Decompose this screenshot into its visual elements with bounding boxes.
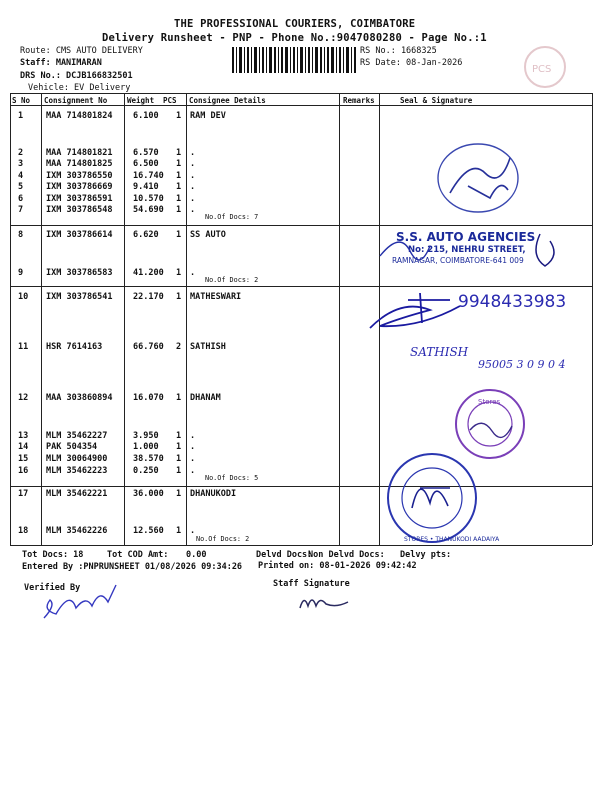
- company-name: THE PROFESSIONAL COURIERS, COIMBATORE: [174, 18, 416, 30]
- row-pcs: 1: [176, 205, 182, 215]
- row-pcs: 1: [176, 194, 182, 204]
- verifier-signature: [36, 580, 126, 625]
- col-divider: [186, 93, 187, 545]
- row-consignee: RAM DEV: [190, 111, 226, 121]
- docs-count-note: No.Of Docs: 7: [205, 213, 259, 221]
- row-consignee: DHANUKODI: [190, 489, 237, 499]
- row-sno: 4: [18, 171, 24, 181]
- col-divider: [10, 93, 11, 545]
- row-consignee: .: [190, 454, 196, 464]
- handwritten-sathish: SATHISH: [410, 345, 469, 359]
- svg-text:PCS: PCS: [532, 64, 552, 75]
- row-weight: 6.570: [133, 148, 159, 158]
- row-weight: 6.500: [133, 159, 159, 169]
- row-weight: 16.070: [133, 393, 164, 403]
- row-consignee: SS AUTO: [190, 230, 226, 240]
- table-header-rule: [10, 105, 592, 106]
- row-consignment: MLM 35462227: [46, 431, 108, 441]
- row-sno: 16: [18, 466, 29, 476]
- row-consignee: .: [190, 526, 196, 536]
- row-sno: 8: [18, 230, 24, 240]
- row-pcs: 1: [176, 489, 182, 499]
- row-consignee: .: [190, 431, 196, 441]
- row-sno: 15: [18, 454, 29, 464]
- verified-by-label: Verified By: [24, 583, 81, 593]
- col-divider: [339, 93, 340, 545]
- row-sno: 1: [18, 111, 24, 121]
- row-pcs: 1: [176, 442, 182, 452]
- rs-date: RS Date: 08-Jan-2026: [360, 58, 463, 68]
- staff-label: Staff: MANIMARAN: [20, 58, 102, 68]
- ss-auto-stamp-city: RAMNAGAR, COIMBATORE-641 009: [392, 256, 524, 265]
- row-sno: 9: [18, 268, 24, 278]
- handwritten-phone: 9948433983: [458, 292, 567, 312]
- group-separator: [10, 486, 592, 487]
- row-consignee: MATHESWARI: [190, 292, 242, 302]
- row-weight: 0.250: [133, 466, 159, 476]
- delivery-points: Delvy pts:: [400, 550, 452, 560]
- vehicle-label: Vehicle: EV Delivery: [28, 83, 131, 93]
- col-header-consignee: Consignee Details: [189, 96, 266, 105]
- row-weight: 12.560: [133, 526, 164, 536]
- row-consignee: .: [190, 182, 196, 192]
- row-consignee: .: [190, 268, 196, 278]
- ss-auto-stamp-name: S.S. AUTO AGENCIES: [396, 230, 536, 244]
- row-sno: 2: [18, 148, 24, 158]
- row-weight: 66.760: [133, 342, 164, 352]
- row-weight: 1.000: [133, 442, 159, 452]
- docs-count-note: No.Of Docs: 2: [196, 535, 250, 543]
- col-header-consignment: Consignment No: [44, 96, 108, 105]
- row-pcs: 1: [176, 159, 182, 169]
- entered-by: Entered By :PNPRUNSHEET 01/08/2026 09:34:26: [22, 562, 243, 572]
- row-consignment: MAA 714801821: [46, 148, 113, 158]
- runsheet-title: Delivery Runsheet - PNP - Phone No.:9047080280 - Page No.:1: [102, 32, 487, 44]
- row-consignee: DHANAM: [190, 393, 221, 403]
- row-weight: 3.950: [133, 431, 159, 441]
- printed-on: Printed on: 08-01-2026 09:42:42: [258, 561, 417, 571]
- row-pcs: 1: [176, 526, 182, 536]
- matheswari-signature: [360, 288, 470, 338]
- ss-auto-stamp-address: No: 215, NEHRU STREET,: [408, 245, 526, 255]
- row-consignment: MLM 35462223: [46, 466, 108, 476]
- row-pcs: 1: [176, 292, 182, 302]
- row-sno: 5: [18, 182, 24, 192]
- table-top-rule: [10, 93, 592, 94]
- handwritten-sathish-number: 95005 3 0 9 0 4: [478, 358, 566, 371]
- row-pcs: 1: [176, 171, 182, 181]
- row-weight: 54.690: [133, 205, 164, 215]
- row-consignee: .: [190, 194, 196, 204]
- row-weight: 36.000: [133, 489, 164, 499]
- row-pcs: 1: [176, 182, 182, 192]
- col-divider: [592, 93, 593, 545]
- row-consignment: MAA 714801824: [46, 111, 113, 121]
- row-sno: 12: [18, 393, 29, 403]
- total-cod-label: Tot COD Amt:: [107, 550, 169, 560]
- col-header-pcs: PCS: [163, 96, 177, 105]
- col-header-weight: Weight: [127, 96, 155, 105]
- thanukodi-stamp-text: STORES • THANUKODI AADAIYA: [404, 536, 500, 543]
- row-consignment: IXM 303786669: [46, 182, 113, 192]
- row-weight: 16.740: [133, 171, 164, 181]
- faint-stamp: [520, 42, 570, 92]
- row-pcs: 1: [176, 148, 182, 158]
- row-consignment: IXM 303786614: [46, 230, 113, 240]
- row-pcs: 1: [176, 454, 182, 464]
- thanukodi-stamp: [380, 448, 490, 548]
- row-consignment: MLM 30064900: [46, 454, 108, 464]
- row-sno: 6: [18, 194, 24, 204]
- col-header-sno: S No: [12, 96, 31, 105]
- svg-text:Stores: Stores: [478, 398, 501, 406]
- row-sno: 11: [18, 342, 29, 352]
- row-consignment: PAK 504354: [46, 442, 98, 452]
- row-pcs: 1: [176, 466, 182, 476]
- row-pcs: 1: [176, 268, 182, 278]
- row-pcs: 1: [176, 393, 182, 403]
- row-consignment: MAA 714801825: [46, 159, 113, 169]
- col-divider: [124, 93, 125, 545]
- row-consignee: SATHISH: [190, 342, 226, 352]
- row-consignment: IXM 303786591: [46, 194, 113, 204]
- row-consignee: .: [190, 159, 196, 169]
- col-divider: [41, 93, 42, 545]
- row-weight: 10.570: [133, 194, 164, 204]
- row-pcs: 1: [176, 111, 182, 121]
- sree-ram-stamp: [430, 138, 530, 218]
- drs-number: DRS No.: DCJB166832501: [20, 71, 133, 81]
- row-consignment: MLM 35462226: [46, 526, 108, 536]
- row-consignee: .: [190, 205, 196, 215]
- row-consignee: .: [190, 171, 196, 181]
- row-pcs: 2: [176, 342, 182, 352]
- non-delivered-docs: Non Delvd Docs:: [308, 550, 385, 560]
- docs-count-note: No.Of Docs: 2: [205, 276, 259, 284]
- group-separator: [10, 286, 592, 287]
- rs-number: RS No.: 1668325: [360, 46, 437, 56]
- barcode: [232, 47, 356, 73]
- row-consignment: IXM 303786548: [46, 205, 113, 215]
- row-consignment: HSR 7614163: [46, 342, 103, 352]
- row-consignment: MLM 35462221: [46, 489, 108, 499]
- row-sno: 3: [18, 159, 24, 169]
- row-weight: 9.410: [133, 182, 159, 192]
- row-consignee: .: [190, 442, 196, 452]
- row-consignment: IXM 303786541: [46, 292, 113, 302]
- row-pcs: 1: [176, 431, 182, 441]
- row-weight: 6.620: [133, 230, 159, 240]
- row-sno: 7: [18, 205, 24, 215]
- docs-count-note: No.Of Docs: 5: [205, 474, 259, 482]
- staff-signature: [296, 592, 356, 612]
- total-docs: Tot Docs: 18: [22, 550, 84, 560]
- row-consignee: .: [190, 466, 196, 476]
- row-weight: 22.170: [133, 292, 164, 302]
- row-pcs: 1: [176, 230, 182, 240]
- row-sno: 17: [18, 489, 29, 499]
- staff-signature-label: Staff Signature: [273, 579, 350, 589]
- row-sno: 10: [18, 292, 29, 302]
- col-header-remarks: Remarks: [343, 96, 375, 105]
- row-weight: 41.200: [133, 268, 164, 278]
- table-bottom-rule: [10, 545, 592, 546]
- delivered-docs: Delvd Docs:: [256, 550, 313, 560]
- row-consignment: IXM 303786550: [46, 171, 113, 181]
- row-sno: 14: [18, 442, 29, 452]
- row-sno: 13: [18, 431, 29, 441]
- row-consignment: MAA 303860894: [46, 393, 113, 403]
- ss-auto-signature: [370, 226, 570, 276]
- row-consignee: .: [190, 148, 196, 158]
- row-sno: 18: [18, 526, 29, 536]
- row-consignment: IXM 303786583: [46, 268, 113, 278]
- col-header-seal: Seal & Signature: [400, 96, 473, 105]
- row-weight: 6.100: [133, 111, 159, 121]
- row-weight: 38.570: [133, 454, 164, 464]
- total-cod-amount: 0.00: [186, 550, 207, 560]
- route-label: Route: CMS AUTO DELIVERY: [20, 46, 143, 56]
